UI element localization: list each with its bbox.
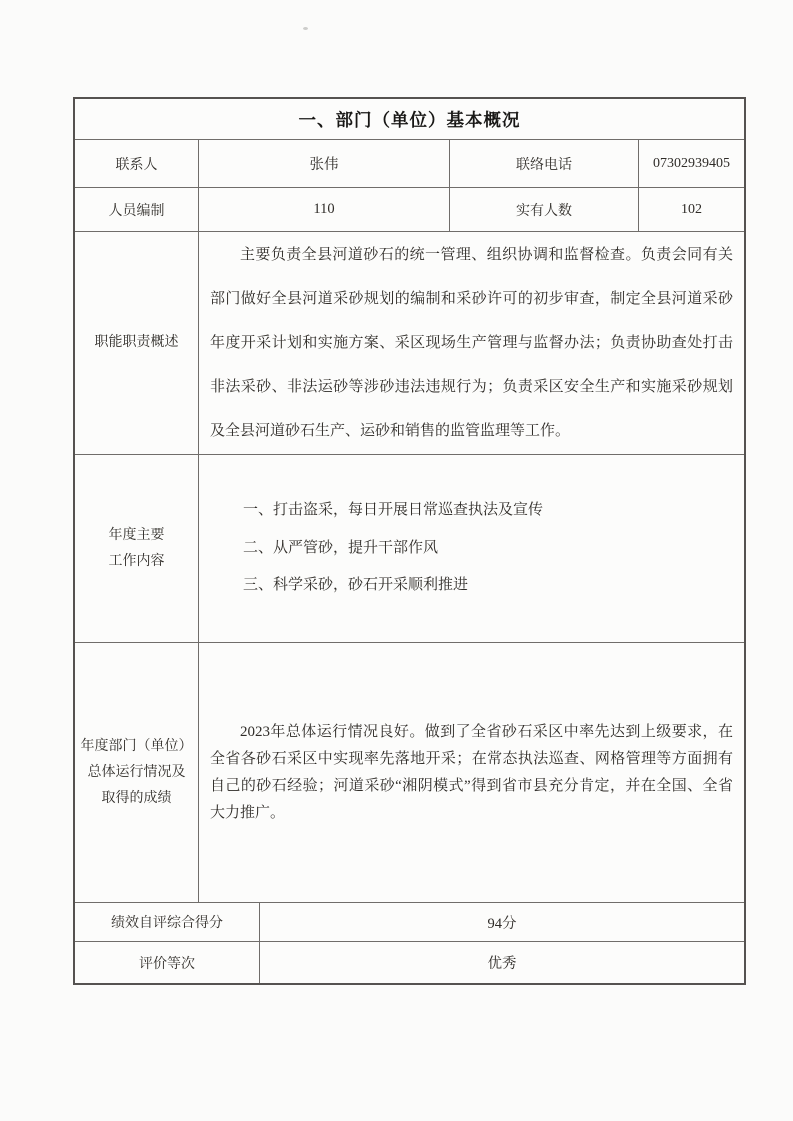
annual-work-item-3: 三、科学采砂，砂石开采顺利推进 [243,577,469,594]
basic-overview-table [73,97,746,985]
table-title: 一、部门（单位）基本概况 [298,109,521,130]
annual-work-content [199,455,744,642]
annual-work-label-line1: 年度主要 [108,527,165,543]
duty-section-row [75,232,744,455]
staffing-row [75,188,744,232]
self-score-label: 绩效自评综合得分 [75,903,260,941]
annual-work-item-1: 一、打击盗采，每日开展日常巡查执法及宣传 [243,502,544,519]
performance-label-line3: 取得的成绩 [101,790,172,806]
performance-label-line2: 总体运行情况及 [87,764,186,780]
actual-staff-value: 102 [681,201,702,217]
annual-work-label-line2: 工作内容 [108,553,165,569]
contact-person-value: 张伟 [199,140,450,187]
grade-label: 评价等次 [75,942,260,983]
self-score-row [75,903,744,942]
table-title-row [75,99,744,140]
performance-paragraph: 2023年总体运行情况良好。做到了全省砂石采区中率先达到上级要求，在全省各砂石采区中实现率先落地开采；在常态执法巡查、网格管理等方面拥有自己的砂石经验；河道采砂“湘阴模式”得到省市县充分肯定，并在全国、全省大力推广。 [210,723,733,821]
actual-staff-label: 实有人数 [450,188,639,231]
contact-phone-value: 07302939405 [653,155,730,171]
annual-work-row [75,455,744,643]
grade-row [75,942,744,983]
contact-phone-label: 联络电话 [450,140,639,187]
annual-work-list [199,492,744,605]
annual-work-label [75,455,199,642]
duty-section-label: 职能职责概述 [75,232,199,454]
contact-row [75,140,744,188]
performance-row [75,643,744,903]
staff-quota-value: 110 [199,188,450,231]
performance-label [75,643,199,902]
grade-value: 优秀 [487,956,517,972]
staff-quota-label: 人员编制 [75,188,199,231]
annual-work-item-2: 二、从严管砂，提升干部作风 [243,539,439,556]
performance-content [199,643,744,902]
contact-person-label: 联系人 [75,140,199,187]
duty-section-content [199,232,744,454]
scan-speck [303,27,308,30]
self-score-value: 94分 [487,915,517,932]
duty-paragraph: 主要负责全县河道砂石的统一管理、组织协调和监督检查。负责会同有关部门做好全县河道采砂规划的编制和采砂许可的初步审查，制定全县河道采砂年度开采计划和实施方案、采区现场生产管理与监督办法；负责协助查处打击非法采砂、非法运砂等涉砂违法违规行为；负责采区安全生产和实施采砂规划及全县河道砂石生产、运砂和销售的监管监理等工作。 [210,247,733,439]
performance-label-line1: 年度部门（单位） [80,738,193,754]
